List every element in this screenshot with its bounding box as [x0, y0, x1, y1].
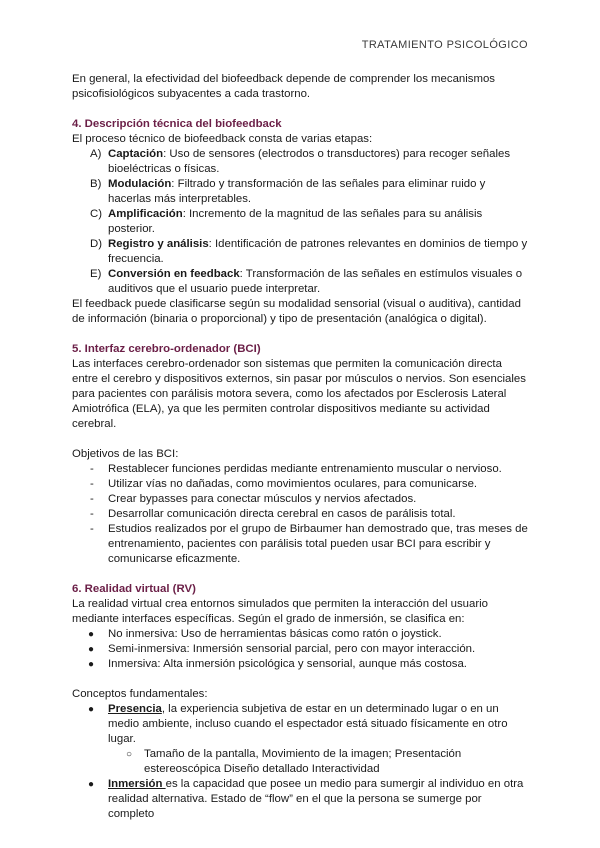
stage-item [72, 177, 530, 207]
list-item-text: Crear bypasses para conectar músculos y nervios afectados. [108, 493, 417, 505]
concept-text: , la experiencia subjetiva de estar en un determinado lugar o en un medio ambiente, incluso cuando el espectador está situado físicamente en otro lugar. [108, 703, 508, 745]
list-item-text: Utilizar vías no dañadas, como movimientos oculares, para comunicarse. [108, 478, 478, 490]
list-item [72, 777, 530, 822]
dash-marker: - [90, 463, 94, 475]
dash-marker: - [90, 508, 94, 520]
bullet-icon: ● [88, 629, 95, 640]
section-4-title: 4. Descripción técnica del biofeedback [72, 118, 282, 130]
list-item [72, 642, 530, 657]
section-6-body: La realidad virtual crea entornos simulados que permiten la interacción del usuario mediante interfaces específicas. Según el grado de inmersión, se clasifica en: [72, 598, 488, 625]
section-6-title: 6. Realidad virtual (RV) [72, 583, 196, 595]
list-item [72, 462, 530, 477]
list-item [72, 492, 530, 507]
stage-term: Captación [108, 148, 164, 160]
sub-list-item [108, 747, 530, 777]
objectives-list [72, 462, 530, 567]
sub-list [108, 747, 530, 777]
document-body [72, 72, 530, 822]
bullet-icon: ● [88, 704, 95, 715]
concept-term: Inmersión [108, 778, 166, 790]
list-item-text: Estudios realizados por el grupo de Birbaumer han demostrado que, tras meses de entrenamiento, pacientes con parálisis total pueden usar BCI para escribir y comunicarse eficazmente. [108, 523, 528, 565]
bullet-icon: ● [88, 659, 95, 670]
list-marker: C) [90, 208, 103, 220]
list-marker: E) [90, 268, 102, 280]
list-item-text: Semi-inmersiva: Inmersión sensorial parcial, pero con mayor interacción. [108, 643, 476, 655]
objectives-label: Objetivos de las BCI: [72, 448, 179, 460]
list-item-text: Restablecer funciones perdidas mediante entrenamiento muscular o nervioso. [108, 463, 502, 475]
stage-item [72, 267, 530, 297]
circle-bullet-icon: ○ [126, 749, 133, 760]
stage-text: : Incremento de la magnitud de las señales para su análisis posterior. [108, 208, 483, 235]
sub-list-text: Tamaño de la pantalla, Movimiento de la imagen; Presentación estereoscópica Diseño detallado Interactividad [144, 748, 462, 775]
dash-marker: - [90, 523, 94, 535]
dash-marker: - [90, 493, 94, 505]
section-4-closing: El feedback puede clasificarse según su modalidad sensorial (visual o auditiva), cantidad de información (binaria o proporcional) y tipo de presentación (analógica o digital). [72, 298, 521, 325]
list-item [72, 477, 530, 492]
bullet-icon: ● [88, 779, 95, 790]
list-item [72, 507, 530, 522]
stage-term: Amplificación [108, 208, 183, 220]
list-item-text: No inmersiva: Uso de herramientas básicas como ratón o joystick. [108, 628, 442, 640]
concepts-label: Conceptos fundamentales: [72, 688, 208, 700]
concepts-list [72, 702, 530, 822]
list-item-text: Inmersiva: Alta inmersión psicológica y sensorial, aunque más costosa. [108, 658, 467, 670]
stage-term: Modulación [108, 178, 172, 190]
dash-marker: - [90, 478, 94, 490]
list-item-text: Desarrollar comunicación directa cerebral en casos de parálisis total. [108, 508, 456, 520]
bullet-icon: ● [88, 644, 95, 655]
list-item [72, 657, 530, 672]
stage-term: Registro y análisis [108, 238, 209, 250]
stage-text: : Filtrado y transformación de las señales para eliminar ruido y hacerlas más interpretables. [108, 178, 486, 205]
stage-text: : Identificación de patrones relevantes en dominios de tiempo y frecuencia. [108, 238, 528, 265]
intro-paragraph: En general, la efectividad del biofeedback depende de comprender los mecanismos psicofisiológicos subyacentes a cada trastorno. [72, 73, 495, 100]
stages-list [72, 147, 530, 297]
stage-term: Conversión en feedback [108, 268, 240, 280]
stage-text: : Uso de sensores (electrodos o transductores) para recoger señales bioeléctricas o físicas. [108, 148, 511, 175]
section-5-title: 5. Interfaz cerebro-ordenador (BCI) [72, 343, 261, 355]
concept-text: es la capacidad que posee un medio para sumergir al individuo en otra realidad alternativa. Estado de “flow” en el que la persona se sumerge por completo [108, 778, 524, 820]
stage-item [72, 207, 530, 237]
running-header: TRATAMIENTO PSICOLÓGICO [361, 39, 528, 51]
list-item [72, 702, 530, 777]
section-5-body: Las interfaces cerebro-ordenador son sistemas que permiten la comunicación directa entre el cerebro y dispositivos externos, sin pasar por músculos o nervios. Son esenciales para pacientes con parálisis motora severa, como los afectados por Esclerosis Lateral Amiotrófica (ELA), ya que les permiten controlar dispositivos mediante su actividad cerebral. [72, 358, 526, 430]
list-item [72, 522, 530, 567]
stage-text: : Transformación de las señales en estímulos visuales o auditivos que el usuario puede interpretar. [108, 268, 523, 295]
list-item [72, 627, 530, 642]
vr-types-list [72, 627, 530, 672]
list-marker: A) [90, 148, 102, 160]
stage-item [72, 237, 530, 267]
section-4-lead: El proceso técnico de biofeedback consta de varias etapas: [72, 133, 373, 145]
stage-item [72, 147, 530, 177]
list-marker: D) [90, 238, 103, 250]
concept-term: Presencia [108, 703, 162, 715]
list-marker: B) [90, 178, 102, 190]
